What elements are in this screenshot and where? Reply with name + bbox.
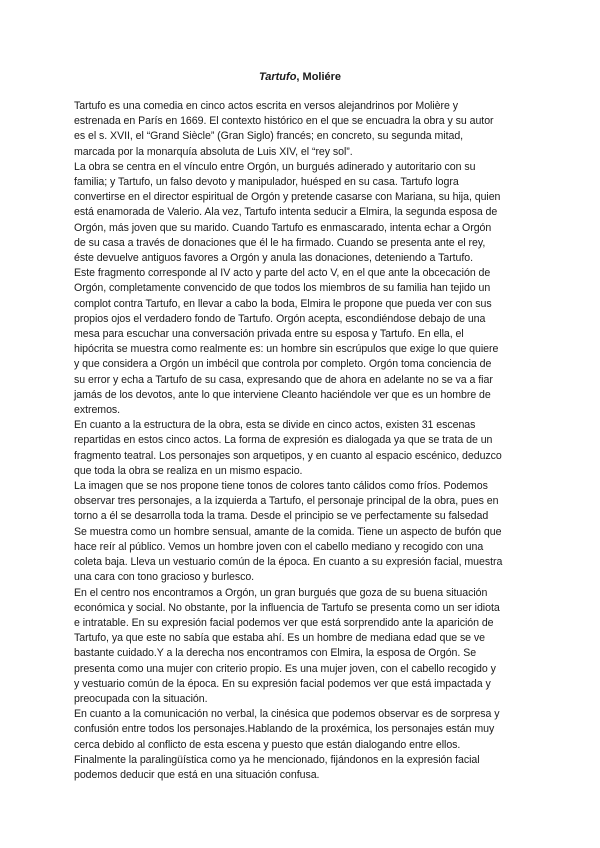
paragraph-image-orgon-elmira: En el centro nos encontramos a Orgón, un gran burgués que goza de su buena situación económica y social. No obstante, por la influencia de Tartufo se presenta como un ser idiota e intratable. En su expresión facial podemos ver que está sorprendido ante la aparición de Tartufo, ya que este no sabía que estaba ahí. Es un hombre de mediana edad que se ve bastante cuidado.Y a la derecha nos encontramos con Elmira, la esposa de Orgón. Se presenta como una mujer con criterio propio. Es una mujer joven, con el cabello recogido y y vestuario común de la época. En su expresión facial podemos ver que está impactada y preocupada con la situación.: [74, 586, 500, 705]
paragraph-intro: Tartufo es una comedia en cinco actos escrita en versos alejandrinos por Molière y estrenada en París en 1669. El contexto histórico en el que se encuadra la obra y su autor es el s. XVII, el “Grand Siècle” (Gran Siglo) francés; en concreto, su segunda mitad, marcada por la monarquía absoluta de Luis XIV, el “rey sol”.: [74, 100, 494, 158]
paragraph-image-tartufo: La imagen que se nos propone tiene tonos de colores tanto cálidos como fríos. Podemos observar tres personajes, a la izquierda a Tartufo, el personaje principal de la obra, pues en torno a él se desarrolla toda la trama. Desde el principio se ve perfectamente su falsedad Se muestra como un hombre sensual, amante de la comida. Tiene un aspecto de bufón que hace reír al público. Vemos un hombre joven con el cabello mediano y recogido con una coleta baja. Lleva un vestuario común de la época. En cuanto a su expresión facial, muestra una cara con tono gracioso y burlesco.: [74, 480, 503, 584]
paragraph-plot: La obra se centra en el vínculo entre Orgón, un burgués adinerado y autoritario con su familia; y Tartufo, un falso devoto y manipulador, huésped en su casa. Tartufo logra convertirse en el director espiritual de Orgón y pretende casarse con Mariana, su hija, quien está enamorada de Valerio. Ala vez, Tartufo intenta seducir a Elmira, la segunda esposa de Orgón, más joven que su marido. Cuando Tartufo es enmascarado, intenta echar a Orgón de su casa a través de donaciones que él le ha firmado. Cuando se presenta ante el rey, éste devuelve antiguos favores a Orgón y anula las donaciones, deteniendo a Tartufo.: [74, 160, 501, 265]
title-work: Tartufo: [258, 71, 297, 83]
title-author: , Moliére: [296, 71, 342, 83]
document-title: [0, 70, 600, 84]
paragraph-fragment: Este fragmento corresponde al IV acto y parte del acto V, en el que ante la obcecación de Orgón, completamente convencido de que todos los miembros de su familia han tejido un complot contra Tartufo, en llevar a cabo la boda, Elmira le propone que pueda ver con sus propios ojos el verdadero fondo de Tartufo. Orgón acepta, escondiéndose debajo de una mesa para escuchar una conversación privada entre su esposa y Tartufo. En ella, el hipócrita se muestra como realmente es: un hombre sin escrúpulos que exige lo que quiere y que considera a Orgón un imbécil que controla por completo. Orgón toma conciencia de su error y echa a Tartufo de su casa, expresando que de ahora en adelante no se va a fiar jamás de los devotos, ante lo que interviene Cleanto haciéndole ver que es un hombre de extremos.: [74, 267, 499, 417]
document-body: [74, 99, 534, 783]
paragraph-nonverbal: En cuanto a la comunicación no verbal, la cinésica que podemos observar es de sorpresa y confusión entre todos los personajes.Hablando de la proxémica, los personajes están muy cerca debido al conflicto de esta escena y puesto que están dialogando entre ellos. Finalmente la paralingüística como ya he mencionado, fijándonos en la expresión facial podemos deducir que está en una situación confusa.: [74, 708, 500, 781]
paragraph-structure: En cuanto a la estructura de la obra, esta se divide en cinco actos, existen 31 escenas repartidas en estos cinco actos. La forma de expresión es dialogada ya que se trata de un fragmento teatral. Los personajes son arquetipos, y en cuanto al espacio escénico, deduzco que toda la obra se realiza en un mismo espacio.: [74, 419, 502, 477]
